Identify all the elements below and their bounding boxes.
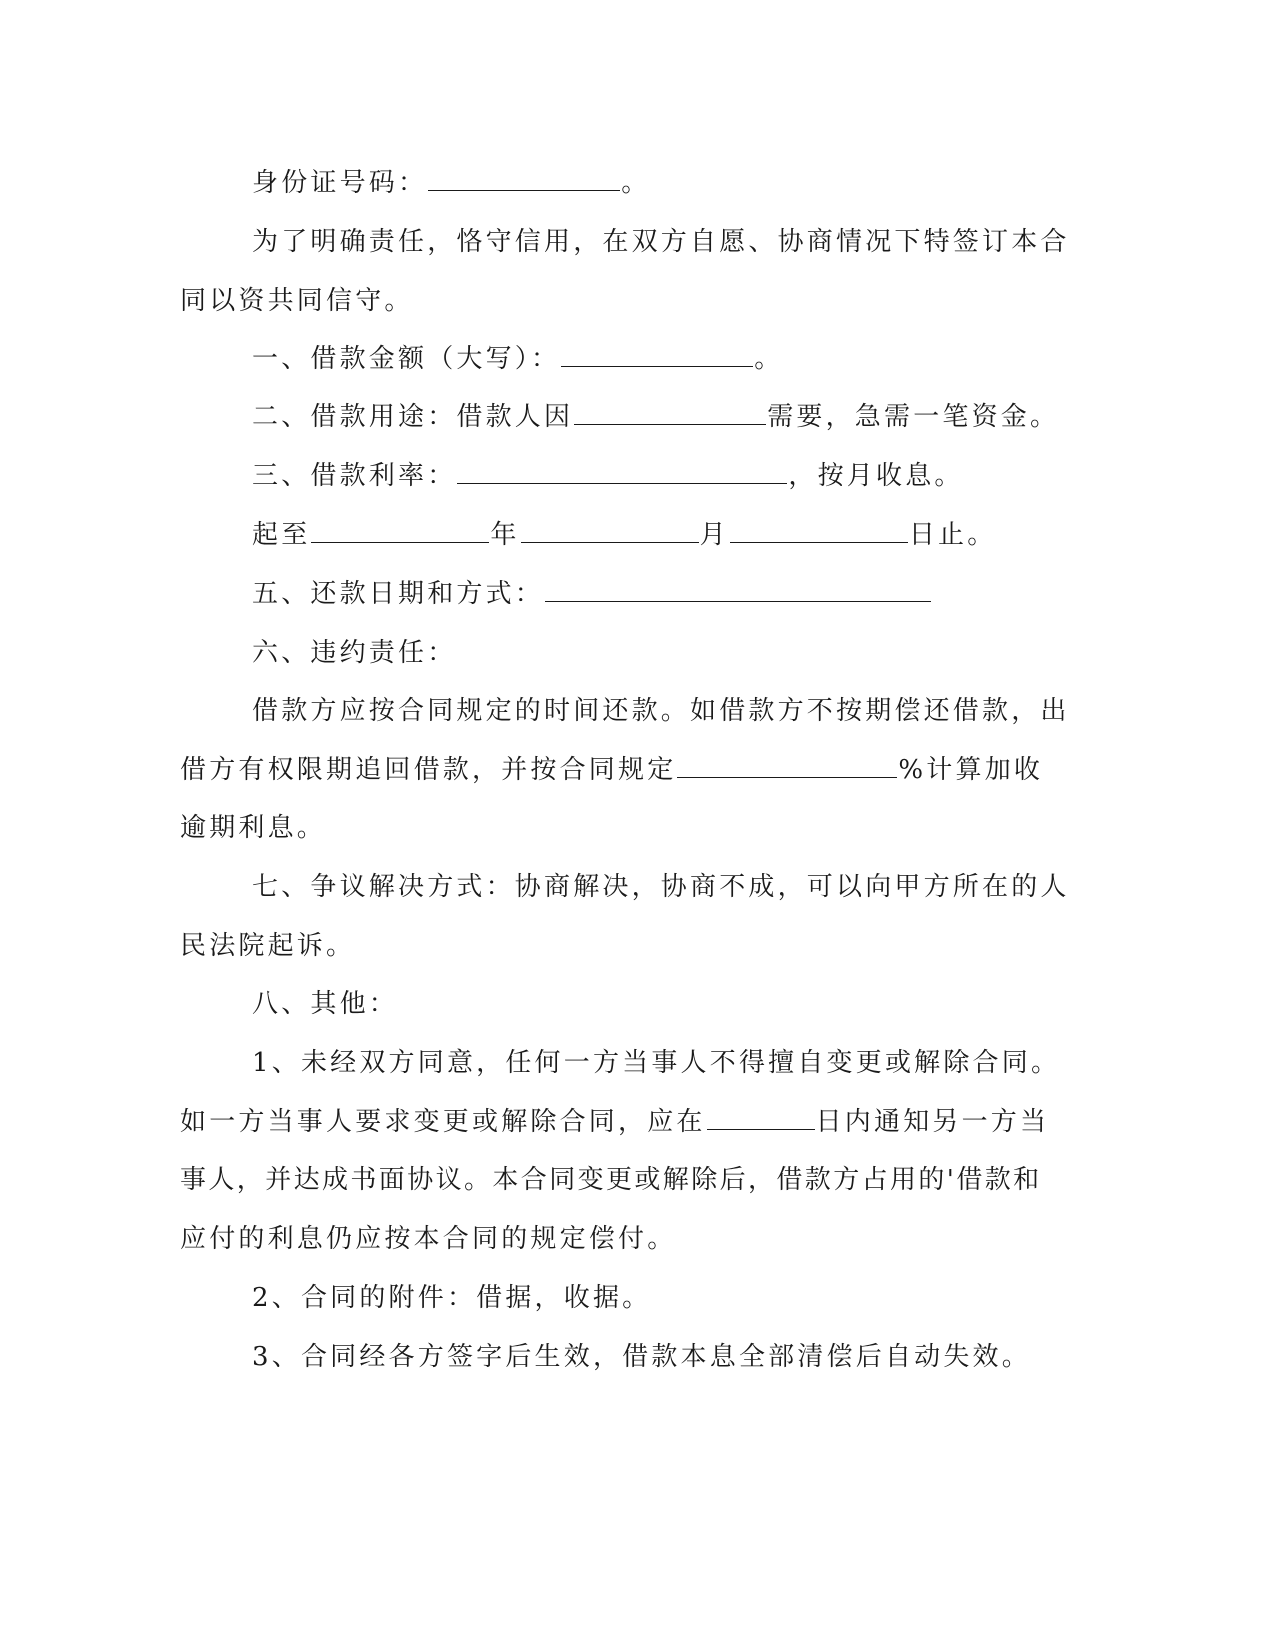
amount-end: 。 <box>754 344 784 374</box>
period-blank-1[interactable] <box>311 518 489 543</box>
purpose-end: 需要，急需一笔资金。 <box>767 402 1060 432</box>
period-blank-2[interactable] <box>521 518 699 543</box>
amount-line <box>252 342 783 376</box>
other-title: 八、其他： <box>252 989 399 1019</box>
breach-line-2-a: 借方有权限期追回借款，并按合同规定 <box>180 755 677 785</box>
repay-label: 五、还款日期和方式： <box>252 579 545 609</box>
intro-line-2: 同以资共同信守。 <box>180 286 414 316</box>
breach-line-3: 逾期利息。 <box>180 813 327 843</box>
purpose-label: 二、借款用途：借款人因 <box>252 402 574 432</box>
period-year: 年 <box>490 520 520 550</box>
penalty-rate-blank[interactable] <box>677 753 897 778</box>
rate-label: 三、借款利率： <box>252 461 457 491</box>
breach-line-2-b: %计算加收 <box>898 755 1044 785</box>
period-month: 月 <box>699 520 729 550</box>
repay-blank[interactable] <box>545 577 931 602</box>
dispute-line-2: 民法院起诉。 <box>180 931 356 961</box>
notice-days-blank[interactable] <box>707 1105 815 1130</box>
amount-label: 一、借款金额（大写）： <box>252 344 561 374</box>
dispute-line-1: 七、争议解决方式：协商解决，协商不成，可以向甲方所在的人 <box>252 872 1070 902</box>
amount-blank[interactable] <box>561 342 753 367</box>
breach-line-1: 借款方应按合同规定的时间还款。如借款方不按期偿还借款，出 <box>252 696 1070 726</box>
id-number-label: 身份证号码： <box>252 168 428 198</box>
rate-end: ，按月收息。 <box>788 461 964 491</box>
period-end: 日止。 <box>908 520 997 550</box>
period-line <box>252 518 996 552</box>
other-item1-line-4: 应付的利息仍应按本合同的规定偿付。 <box>180 1224 677 1254</box>
breach-line-2 <box>180 753 1043 787</box>
other-item1-line-2 <box>180 1105 1049 1139</box>
other-item1-line-3: 事人，并达成书面协议。本合同变更或解除后，借款方占用的'借款和 <box>180 1165 1042 1195</box>
period-start: 起至 <box>252 520 311 550</box>
other-item1-line-2-a: 如一方当事人要求变更或解除合同，应在 <box>180 1107 706 1137</box>
other-item3: 3、合同经各方签字后生效，借款本息全部清偿后自动失效。 <box>252 1342 1031 1372</box>
intro-line-1: 为了明确责任，恪守信用，在双方自愿、协商情况下特签订本合 <box>252 227 1070 257</box>
other-item1-line-1: 1、未经双方同意，任何一方当事人不得擅自变更或解除合同。 <box>252 1048 1061 1078</box>
other-item1-line-2-b: 日内通知另一方当 <box>815 1107 1050 1137</box>
id-number-end: 。 <box>621 168 651 198</box>
purpose-blank[interactable] <box>574 400 766 425</box>
rate-line <box>252 459 964 493</box>
purpose-line <box>252 400 1059 434</box>
breach-title: 六、违约责任： <box>252 638 457 668</box>
repay-line <box>252 577 932 611</box>
id-number-blank[interactable] <box>428 166 620 191</box>
period-blank-3[interactable] <box>730 518 908 543</box>
id-number-line <box>252 166 650 200</box>
rate-blank[interactable] <box>457 459 787 484</box>
other-item2: 2、合同的附件：借据，收据。 <box>252 1283 652 1313</box>
